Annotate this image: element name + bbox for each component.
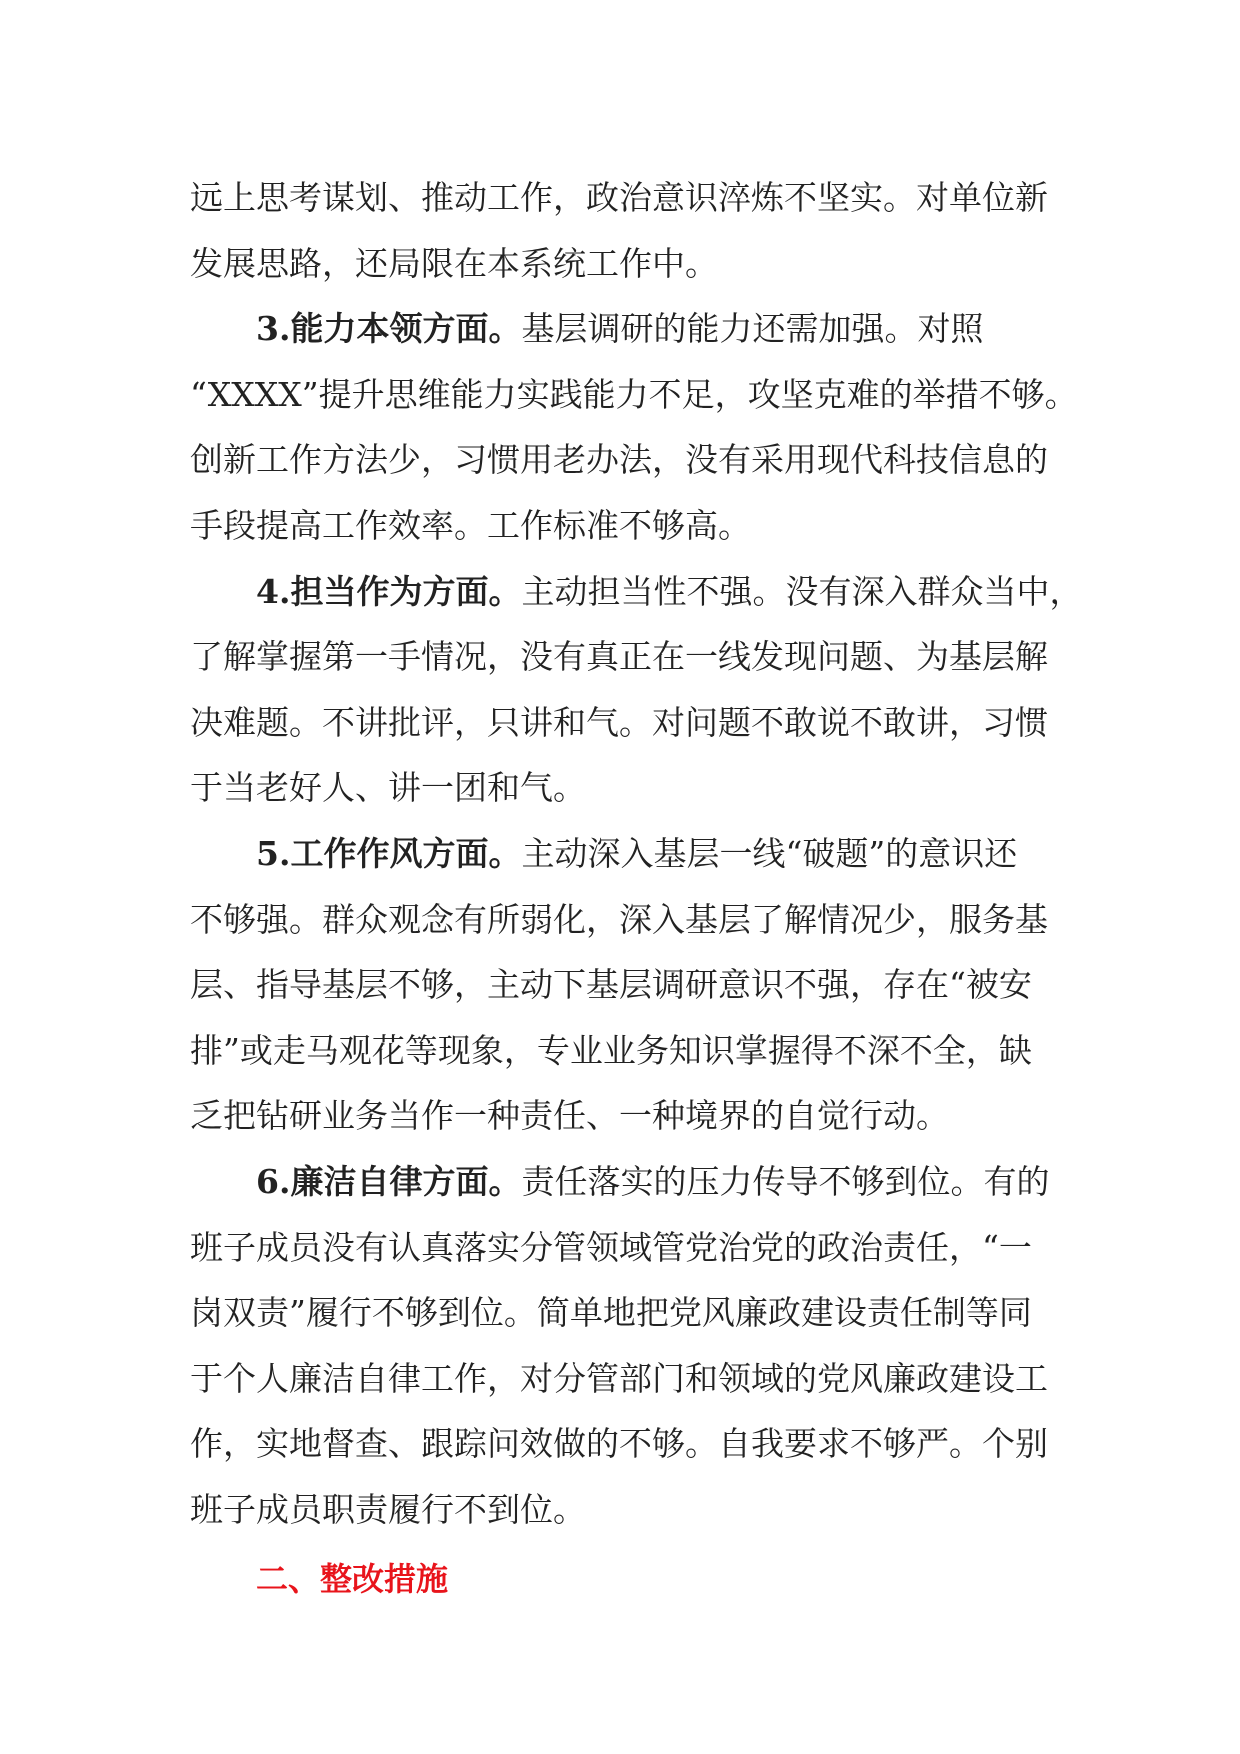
text-line: [190, 1346, 1060, 1412]
line-text: 了解掌握第一手情况，没有真正在一线发现问题、为基层解: [190, 637, 1048, 677]
item-heading: 3.能力本领方面。: [256, 309, 522, 349]
document-page: [190, 165, 1083, 1614]
item-heading: 5.工作作风方面。: [256, 833, 522, 873]
item-heading: 6.廉洁自律方面。: [256, 1161, 522, 1201]
line-text: 主动深入基层一线“破题”的意识还: [521, 833, 1018, 873]
text-line: [190, 821, 1060, 887]
text-line: [190, 559, 1083, 625]
line-text: 发展思路，还局限在本系统工作中。: [190, 243, 718, 283]
text-line: [190, 690, 1060, 756]
line-text: 不够强。群众观念有所弱化，深入基层了解情况少，服务基: [190, 899, 1048, 939]
text-line: [190, 887, 1060, 953]
body-text: [190, 165, 1083, 1542]
text-line: [190, 1477, 1060, 1543]
text-line: [190, 1149, 1060, 1215]
text-line: [190, 296, 1060, 362]
line-text: 决难题。不讲批评，只讲和气。对问题不敢说不敢讲，习惯: [190, 702, 1048, 742]
text-line: [190, 624, 1060, 690]
line-text: 于当老好人、讲一团和气。: [190, 768, 586, 808]
line-text: 远上思考谋划、推动工作，政治意识淬炼不坚实。对单位新: [190, 178, 1048, 217]
line-text: 作，实地督查、跟踪问效做的不够。自我要求不够严。个别: [190, 1424, 1048, 1464]
line-text: 排”或走马观花等现象，专业业务知识掌握得不深不全，缺: [190, 1030, 1032, 1070]
text-line: [190, 1411, 1060, 1477]
line-text: 责任落实的压力传导不够到位。有的: [521, 1161, 1050, 1201]
text-line: [190, 493, 1060, 559]
line-text: 层、指导基层不够，主动下基层调研意识不强，存在“被安: [190, 965, 1032, 1005]
item-heading: 4.担当作为方面。: [256, 571, 522, 611]
text-line: [190, 1215, 1060, 1281]
text-line: [190, 1083, 1060, 1149]
line-text: 主动担当性不强。没有深入群众当中，: [521, 571, 1083, 611]
text-line: [190, 427, 1060, 493]
text-line: [190, 952, 1060, 1018]
text-line: [190, 165, 1060, 231]
section-heading-rectification: 二、整改措施: [256, 1560, 449, 1599]
line-text: 岗双责”履行不够到位。简单地把党风廉政建设责任制等同: [190, 1293, 1032, 1333]
text-line: [190, 362, 1078, 428]
line-text: 创新工作方法少，习惯用老办法，没有采用现代科技信息的: [190, 440, 1048, 480]
line-text: 手段提高工作效率。工作标准不够高。: [190, 505, 751, 545]
line-text: 基层调研的能力还需加强。对照: [521, 309, 984, 349]
text-line: [190, 1018, 1060, 1084]
text-line: [190, 1280, 1060, 1346]
line-text: “XXXX”提升思维能力实践能力不足，攻坚克难的举措不够。: [190, 374, 1078, 414]
line-text: 乏把钻研业务当作一种责任、一种境界的自觉行动。: [190, 1096, 949, 1136]
line-text: 于个人廉洁自律工作，对分管部门和领域的党风廉政建设工: [190, 1358, 1048, 1398]
line-text: 班子成员没有认真落实分管领域管党治党的政治责任，“一: [190, 1227, 1032, 1267]
text-line: [190, 755, 1060, 821]
text-line: [190, 231, 1060, 297]
line-text: 班子成员职责履行不到位。: [190, 1489, 586, 1529]
